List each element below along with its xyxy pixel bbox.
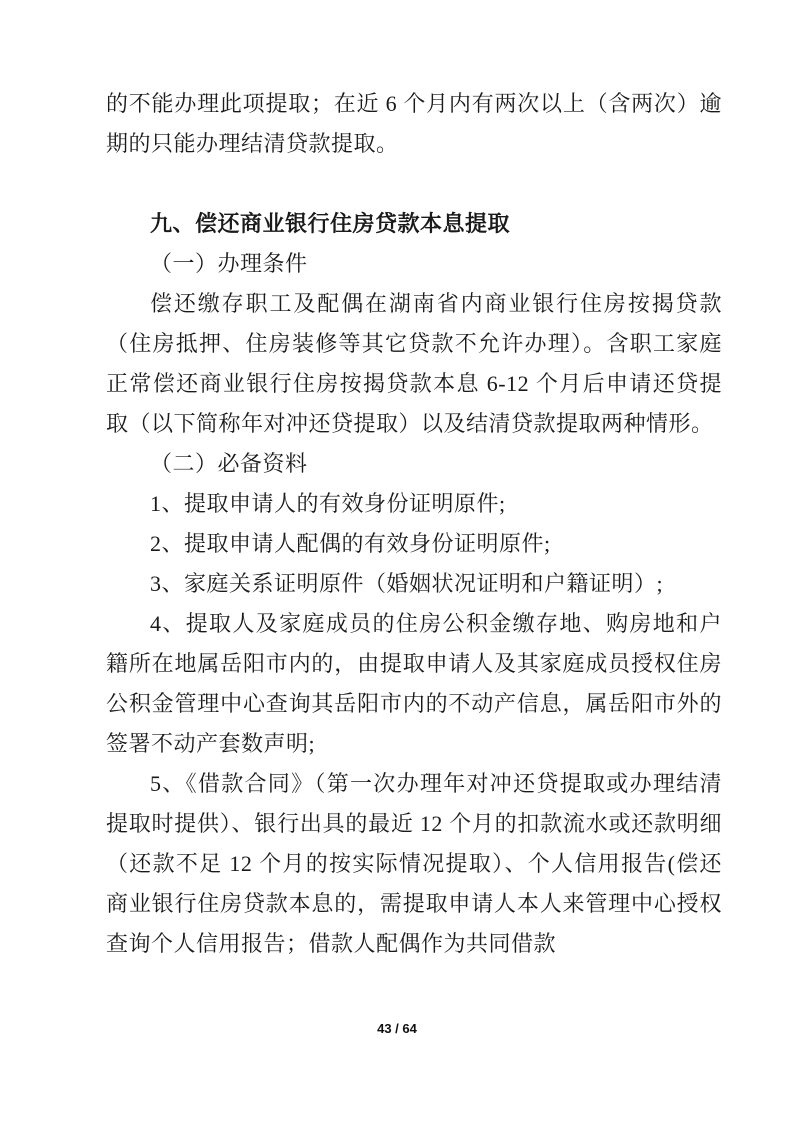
list-item-5: 5、《借款合同》（第一次办理年对冲还贷提取或办理结清提取时提供）、银行出具的最近 12 个月的扣款流水或还款明细（还款不足 12 个月的按实际情况提取）、个人信用报告(偿还商业银行住房贷款本息的，需提取申请人本人来管理中心授权查询个人信用报告；借款人配偶作为共同借款: [106, 771, 722, 956]
list-item-1: 1、提取申请人的有效身份证明原件;: [150, 491, 506, 516]
conditions-paragraph: 偿还缴存职工及配偶在湖南省内商业银行住房按揭贷款（住房抵押、住房装修等其它贷款不允许办理）。含职工家庭正常偿还商业银行住房按揭贷款本息 6-12 个月后申请还贷提取（以下简称年对冲还贷提取）以及结清贷款提取两种情形。: [106, 291, 722, 436]
subsection-heading-2: （二）必备资料: [150, 451, 308, 476]
document-body: [106, 84, 722, 964]
section-heading: 九、偿还商业银行住房贷款本息提取: [150, 211, 511, 236]
subsection-heading-1: （一）办理条件: [150, 251, 308, 276]
page-number: 43 / 64: [377, 1021, 417, 1036]
continuation-paragraph: 的不能办理此项提取；在近 6 个月内有两次以上（含两次）逾期的只能办理结清贷款提取。: [106, 91, 722, 156]
list-item-2: 2、提取申请人配偶的有效身份证明原件;: [150, 531, 551, 556]
list-item-4: 4、提取人及家庭成员的住房公积金缴存地、购房地和户籍所在地属岳阳市内的，由提取申请人及其家庭成员授权住房公积金管理中心查询其岳阳市内的不动产信息，属岳阳市外的签署不动产套数声明;: [106, 611, 722, 756]
blank-line: [106, 164, 722, 204]
list-item-3: 3、家庭关系证明原件（婚姻状况证明和户籍证明）;: [150, 571, 664, 596]
